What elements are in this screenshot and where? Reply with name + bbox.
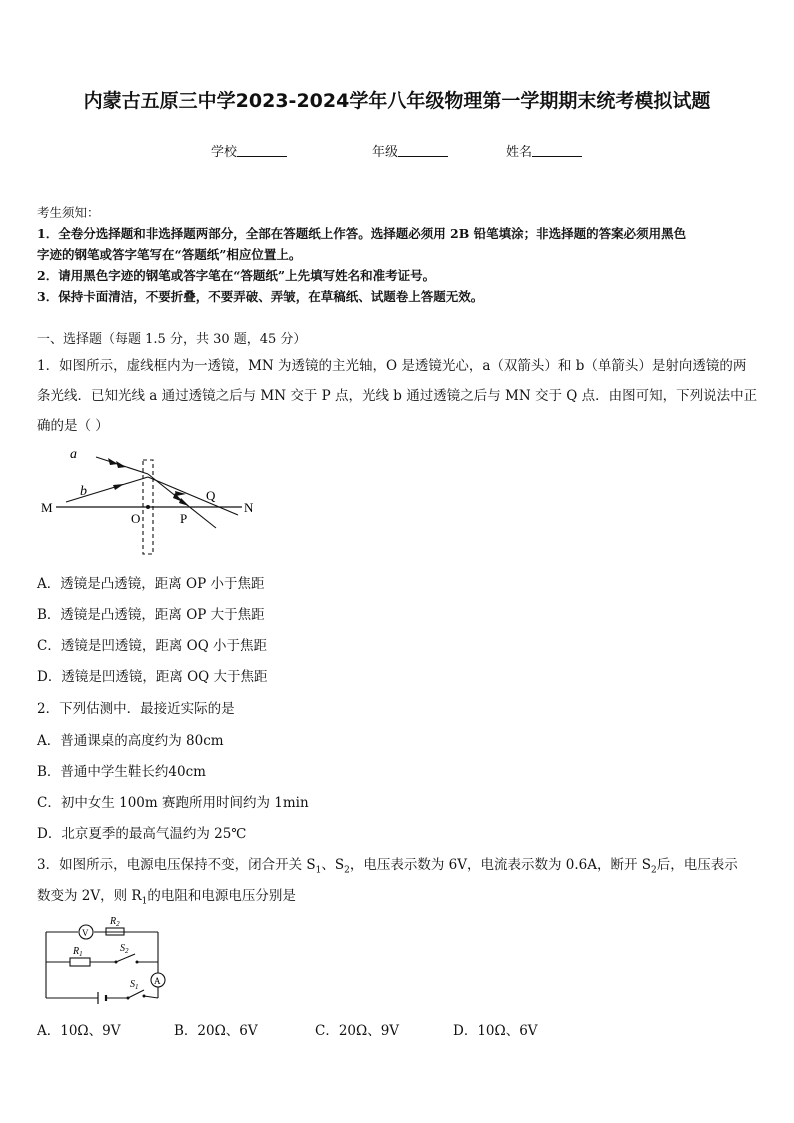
- r2-label: [109, 916, 120, 928]
- s1-contact-dot-1: [127, 997, 130, 1000]
- s1-label-main: S: [130, 979, 135, 990]
- s1-label: [130, 979, 139, 991]
- grade-blank: [398, 144, 448, 157]
- grade-field: [372, 141, 448, 160]
- ray-b-arrow-1: [113, 484, 124, 490]
- school-blank: [237, 144, 287, 157]
- optical-center-dot: [146, 505, 150, 509]
- r1-resistor: [70, 958, 90, 966]
- q3-option-c: C．20Ω、9V: [315, 1023, 400, 1039]
- label-P: P: [180, 511, 188, 526]
- s2-contact-dot-1: [115, 961, 118, 964]
- s2-label-sub: 2: [125, 947, 129, 955]
- q3-line-1: [37, 853, 738, 876]
- q3-circuit-diagram: [40, 912, 170, 1004]
- grade-label: 年级: [372, 145, 399, 160]
- q3-line-1-part-c: ，电压表示数为 6V，电流表示数为 0.6A，断开 S: [349, 857, 652, 873]
- q2-option-a: A．普通课桌的高度约为 80cm: [37, 733, 224, 749]
- ammeter-label: A: [154, 976, 161, 986]
- q3-line-2: [37, 884, 296, 907]
- s1-label-sub: 1: [135, 983, 139, 991]
- name-blank: [532, 144, 582, 157]
- ray-b-incident: [66, 477, 148, 502]
- name-label: 姓名: [506, 145, 533, 160]
- switch-s1-blade: [128, 990, 144, 998]
- name-field: [506, 141, 582, 160]
- r1-label-main: R: [73, 946, 80, 957]
- notice-heading: 考生须知：: [37, 205, 100, 220]
- r1-label-sub: 1: [79, 950, 83, 958]
- q1-line-3: 确的是（ ）: [37, 418, 109, 434]
- q1-option-a: A．透镜是凸透镜，距离 OP 小于焦距: [37, 576, 265, 592]
- s2-contact-dot-2: [136, 961, 139, 964]
- school-label: 学校: [211, 145, 238, 160]
- q3-line-1-part-b: 、S: [321, 857, 345, 873]
- ray-a-arrow-2: [116, 461, 126, 468]
- q1-option-b: B．透镜是凸透镜，距离 OP 大于焦距: [37, 607, 265, 623]
- q1-line-2: 条光线．已知光线 a 通过透镜之后与 MN 交于 P 点，光线 b 通过透镜之后与 MN 交于 Q 点．由图可知，下列说法中正: [37, 388, 758, 404]
- label-b: b: [80, 484, 87, 499]
- switch-s2-blade: [116, 954, 135, 962]
- notice-item-1-line-2: 字迹的钢笔或答字笔写在“答题纸”相应位置上。: [37, 247, 302, 262]
- q3-line-2-part-a: 数变为 2V，则 R: [37, 888, 142, 904]
- s2-label-main: S: [120, 943, 125, 954]
- section-heading: 一、选择题（每题 1.5 分，共 30 题，45 分）: [37, 332, 307, 347]
- q2-option-b: B．普通中学生鞋长约40cm: [37, 764, 206, 780]
- q3-sub-4: 1: [141, 896, 148, 907]
- notice-item-2: 2．请用黑色字迹的钢笔或答字笔在“答题纸”上先填写姓名和准考证号。: [37, 268, 436, 283]
- label-O: O: [131, 511, 141, 526]
- q2-stem: 2．下列估测中．最接近实际的是: [37, 701, 235, 717]
- q3-option-d: D．10Ω、6V: [453, 1023, 538, 1039]
- page-title: 内蒙古五原三中学2023-2024学年八年级物理第一学期期末统考模拟试题: [83, 90, 711, 112]
- q3-option-b: B．20Ω、6V: [174, 1023, 258, 1039]
- q3-line-2-part-b: 的电阻和电源电压分别是: [147, 888, 296, 904]
- ray-b-arrow-2: [175, 491, 186, 496]
- label-M: M: [41, 500, 53, 515]
- s2-label: [120, 943, 129, 955]
- q3-line-1-part-a: 3．如图所示，电源电压保持不变，闭合开关 S: [37, 857, 316, 873]
- q2-option-c: C．初中女生 100m 赛跑所用时间约为 1min: [37, 795, 309, 811]
- q3-sub-1: 1: [315, 865, 322, 876]
- school-field: [211, 141, 287, 160]
- s1-contact-dot-2: [143, 995, 146, 998]
- q3-line-1-part-d: 后，电压表示: [656, 857, 738, 873]
- voltmeter-label: V: [82, 928, 89, 938]
- wire-bottom-right: [144, 996, 158, 998]
- r1-label: [72, 946, 83, 958]
- label-Q: Q: [206, 488, 216, 503]
- q3-sub-3: 2: [651, 865, 657, 876]
- notice-item-3: 3．保持卡面清洁，不要折叠，不要弄破、弄皱，在草稿纸、试题卷上答题无效。: [37, 289, 484, 304]
- q1-lens-diagram: [36, 440, 266, 562]
- q3-sub-2: 2: [344, 865, 350, 876]
- label-N: N: [244, 500, 254, 515]
- q3-option-a: A．10Ω、9V: [37, 1023, 121, 1039]
- label-a: a: [70, 447, 77, 462]
- q1-line-1: 1．如图所示，虚线框内为一透镜，MN 为透镜的主光轴，O 是透镜光心，a（双箭头）和 b（单箭头）是射向透镜的两: [37, 358, 747, 374]
- r2-label-sub: 2: [116, 920, 120, 928]
- r2-label-main: R: [110, 916, 117, 927]
- q2-option-d: D．北京夏季的最高气温约为 25℃: [37, 826, 247, 842]
- notice-item-1-line-1: 1．全卷分选择题和非选择题两部分，全部在答题纸上作答。选择题必须用 2B 铅笔填涂；非选择题的答案必须用黑色: [37, 226, 687, 241]
- q1-option-d: D．透镜是凹透镜，距离 OQ 大于焦距: [37, 669, 268, 685]
- q1-option-c: C．透镜是凹透镜，距离 OQ 小于焦距: [37, 638, 268, 654]
